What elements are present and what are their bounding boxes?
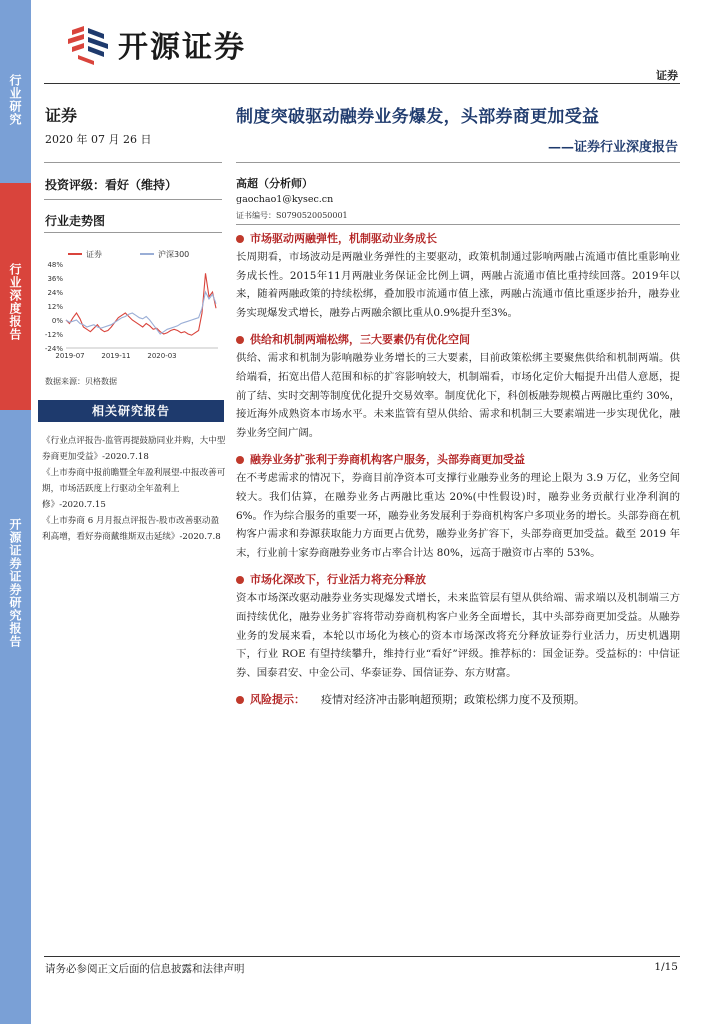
section-heading: 市场驱动两融弹性，机制驱动业务成长 — [250, 232, 437, 245]
report-subtitle: ——证券行业深度报告 — [547, 140, 678, 155]
trend-chart-svg — [36, 236, 226, 372]
sector-title: 证券 — [45, 106, 78, 125]
chart-source: 数据来源：贝格数据 — [45, 377, 117, 386]
legend-label: 证券 — [86, 250, 102, 259]
analyst-certificate: 证书编号：S0790520050001 — [236, 211, 348, 220]
risk-label: 风险提示： — [250, 693, 305, 707]
analyst-email[interactable]: gaochao1@kysec.cn — [236, 194, 334, 205]
header-divider — [44, 83, 680, 84]
header-sector-tag: 证券 — [656, 69, 678, 82]
side-band-report-type — [0, 183, 31, 410]
analyst-name: 高超（分析师） — [236, 177, 313, 190]
trend-chart-title: 行业走势图 — [45, 214, 106, 228]
related-report-item[interactable]: 《上市券商中报前瞻暨全年盈利展望-中报改善可期，市场活跃度上行驱动全年盈利上修》-2020.7.15 — [42, 468, 226, 510]
side-band-bottom-label: 开源证券证券研究报告 — [8, 518, 22, 648]
risk-warning — [236, 691, 680, 709]
bullet-icon — [236, 235, 244, 243]
left-divider-2 — [44, 199, 222, 200]
y-tick-label: 12% — [47, 303, 63, 311]
summary-section — [236, 331, 680, 442]
report-title: 制度突破驱动融券业务爆发，头部券商更加受益 — [236, 107, 600, 127]
side-band-source — [0, 410, 31, 1024]
series-line — [66, 292, 216, 334]
y-tick-label: -24% — [44, 345, 63, 353]
left-divider — [44, 162, 222, 163]
side-band-research — [0, 0, 31, 183]
brand-logo — [64, 22, 246, 66]
section-heading: 供给和机制两端松绑，三大要素仍有优化空间 — [250, 333, 470, 347]
bullet-icon — [236, 456, 244, 464]
footer-divider — [44, 956, 680, 957]
bullet-icon — [236, 576, 244, 584]
page-number: 1/15 — [654, 961, 678, 973]
side-band — [0, 0, 31, 1024]
related-reports-title: 相关研究报告 — [38, 400, 224, 422]
side-band-top-label: 行业研究 — [8, 74, 22, 126]
y-tick-label: -12% — [44, 331, 63, 339]
y-tick-label: 0% — [51, 317, 63, 325]
summary-section — [236, 451, 680, 562]
summary-section — [236, 571, 680, 682]
section-heading: 融券业务扩张利于券商机构客户服务，头部券商更加受益 — [250, 453, 525, 467]
section-heading: 市场化深改下，行业活力将充分释放 — [250, 573, 426, 587]
y-tick-label: 24% — [47, 289, 63, 297]
risk-text: 疫情对经济冲击影响超预期；政策松绑力度不及预期。 — [321, 693, 585, 707]
section-text: 长周期看，市场波动是两融业务弹性的主要驱动，政策机制通过影响两融占流通市值比重影响业务成长性。2015年11月两融业务保证金比例上调，两融占流通市值比重持续回落。2019年以来，随着两融政策的持续松绑，叠加股市流通市值上涨，两融占流通市值比重逐步抬升，融券业务实现爆发式增长，融券占两融余额比重从0.9%提升至3%。 — [236, 251, 680, 319]
industry-trend-chart — [36, 236, 226, 372]
footer-disclaimer: 请务必参阅正文后面的信息披露和法律声明 — [45, 963, 245, 975]
bullet-icon — [236, 336, 244, 344]
section-text: 资本市场深改驱动融券业务实现爆发式增长，未来监管层有望从供给端、需求端以及机制端三方面持续优化，融券业务扩容将带动券商机构客户业务全面增长，其中头部券商更加受益。从融券业务的发展来看，本轮以市场化为核心的资本市场深改将充分释放证券行业活力，历史机遇期下，行业 ROE 有望持续攀升，维持行业“看好”评级。推荐标的：国金证券。受益标的：中信证券、国泰君安、中金公司、华泰证券、国信证券、东方财富。 — [236, 592, 680, 679]
related-report-item[interactable]: 《上市券商 6 月月报点评报告-股市改善驱动盈利高增，看好券商戴维斯双击延续》-2020.7.8 — [42, 516, 221, 542]
x-tick-label: 2020-03 — [147, 352, 177, 360]
y-tick-label: 36% — [47, 275, 63, 283]
related-reports-list — [42, 433, 226, 545]
report-date: 2020 年 07 月 26 日 — [45, 133, 152, 146]
investment-rating: 投资评级：看好（维持） — [45, 178, 178, 192]
left-divider-3 — [44, 232, 222, 233]
section-text: 供给、需求和机制为影响融券业务增长的三大要素，目前政策松绑主要聚焦供给和机制两端。供给端看，拓宽出借人范围和标的扩容影响较大，机制端看，市场化定价大幅提升出借人意愿，提前了结、实时交割等制度优化提升交易效率。制度优化下，科创板融券规模占两融比重约 30%，接近海外成熟资本市场水平。未来监管有望从供给、需求和机制三大要素端进一步实现优化，融券业务空间广阔。 — [236, 352, 680, 439]
analyst-divider — [236, 224, 680, 225]
y-tick-label: 48% — [47, 261, 63, 269]
bullet-icon — [236, 696, 244, 704]
logo-mark-icon — [64, 22, 110, 66]
right-divider — [236, 162, 680, 163]
side-band-middle-label: 行业深度报告 — [8, 263, 22, 341]
legend-label: 沪深300 — [158, 250, 190, 259]
x-tick-label: 2019-11 — [101, 352, 131, 360]
report-summary — [236, 230, 680, 709]
related-report-item[interactable]: 《行业点评报告-监管再提鼓励同业并购，大中型券商更加受益》-2020.7.18 — [42, 436, 226, 462]
section-text: 在不考虑需求的情况下，券商目前净资本可支撑行业融券业务的理论上限为 3.9 万亿，业务空间较大。我们估算，在融券业务占两融比重达 20%(中性假设)时，融券业务贡献行业净利润的 6%。作为综合服务的重要一环，融券业务发展利于券商机构客户多项业务的增长。头部券商在机构客户需求和券源获取能力方面更占优势，融券业务扩容下，头部券商更加受益。截至 2019 年末，行业前十家券商融券业务市占率合计达 80%，远高于融资市占率的 53%。 — [236, 472, 680, 559]
brand-name: 开源证券 — [118, 30, 246, 65]
x-tick-label: 2019-07 — [55, 352, 85, 360]
summary-section — [236, 230, 680, 322]
